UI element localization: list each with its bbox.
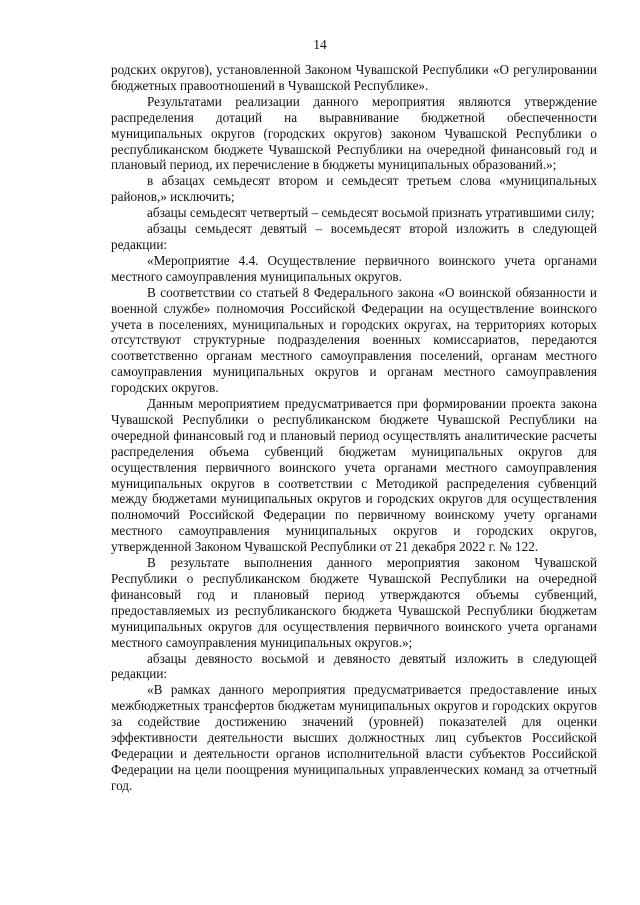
paragraph-results: Результатами реализации данного мероприятия являются утверждение распределения дотаций на выравнивание бюджетной обеспеченности муниципальных округов (городских округов) законом Чувашской Республики о республиканском бюджете Чувашской Республики на очередной финансовый год и плановый период, их перечисление в бюджеты муниципальных образований.»; [111,93,597,173]
paragraph-continuation: родских округов), установленной Законом Чувашской Республики «О регулировании бюджетных правоотношений в Чувашской Республике». [111,62,597,93]
paragraph-measure-description: Данным мероприятием предусматривается при формировании проекта закона Чувашской Республики о республиканском бюджете Чувашской Республики на очередной финансовый год и плановый период осуществлять аналитические расчеты распределения объема субвенций бюджетам муниципальных округов для осуществления первичного воинского учета органами местного самоуправления муниципальных округов в соответствии с Методикой распределения субвенций между бюджетами муниципальных округов и городских округов для осуществления полномочий Российской Федерации по первичному воинскому учету органами местного самоуправления муниципальных округов и городских округов, утвержденной Законом Чувашской Республики от 21 декабря 2022 г. № 122. [111,396,597,555]
paragraph-transfers: «В рамках данного мероприятия предусматривается предоставление иных межбюджетных трансфертов бюджетам муниципальных округов и городских округов за содействие достижению значений (уровней) показателей для оценки эффективности деятельности высших должностных лиц субъектов Российской Федерации и деятельности органов исполнительной власти субъектов Российской Федерации на цели поощрения муниципальных управленческих команд за отчетный год. [111,682,597,793]
document-body [111,62,597,794]
paragraph-measure-result: В результате выполнения данного мероприятия законом Чувашской Республики о республиканском бюджете Чувашской Республики на очередной финансовый год и плановый период утверждаются объемы субвенций, предоставляемых из республиканского бюджета Чувашской Республики бюджетам муниципальных округов для осуществления первичного воинского учета органами местного самоуправления муниципальных округов.»; [111,555,597,650]
paragraph-amendment-restate-2: абзацы девяносто восьмой и девяносто девятый изложить в следующей редакции: [111,650,597,682]
page-number: 14 [313,37,327,52]
paragraph-amendment-exclude: в абзацах семьдесят втором и семьдесят третьем слова «муниципальных районов,» исключить; [111,173,597,205]
paragraph-measure-heading: «Мероприятие 4.4. Осуществление первичного воинского учета органами местного самоуправления муниципальных округов. [111,252,597,284]
paragraph-amendment-restate: абзацы семьдесят девятый – восемьдесят второй изложить в следующей редакции: [111,221,597,252]
paragraph-amendment-repeal: абзацы семьдесят четвертый – семьдесят восьмой признать утратившими силу; [147,205,595,221]
paragraph-federal-law: В соответствии со статьей 8 Федерального закона «О воинской обязанности и военной службе» полномочия Российской Федерации на осуществление воинского учета в поселениях, муниципальных и городских округах, на территориях которых отсутствуют структурные подразделения военных комиссариатов, передаются соответственно органам местного самоуправления поселений, органам местного самоуправления муниципальных округов и органам местного самоуправления городских округов. [111,284,597,396]
